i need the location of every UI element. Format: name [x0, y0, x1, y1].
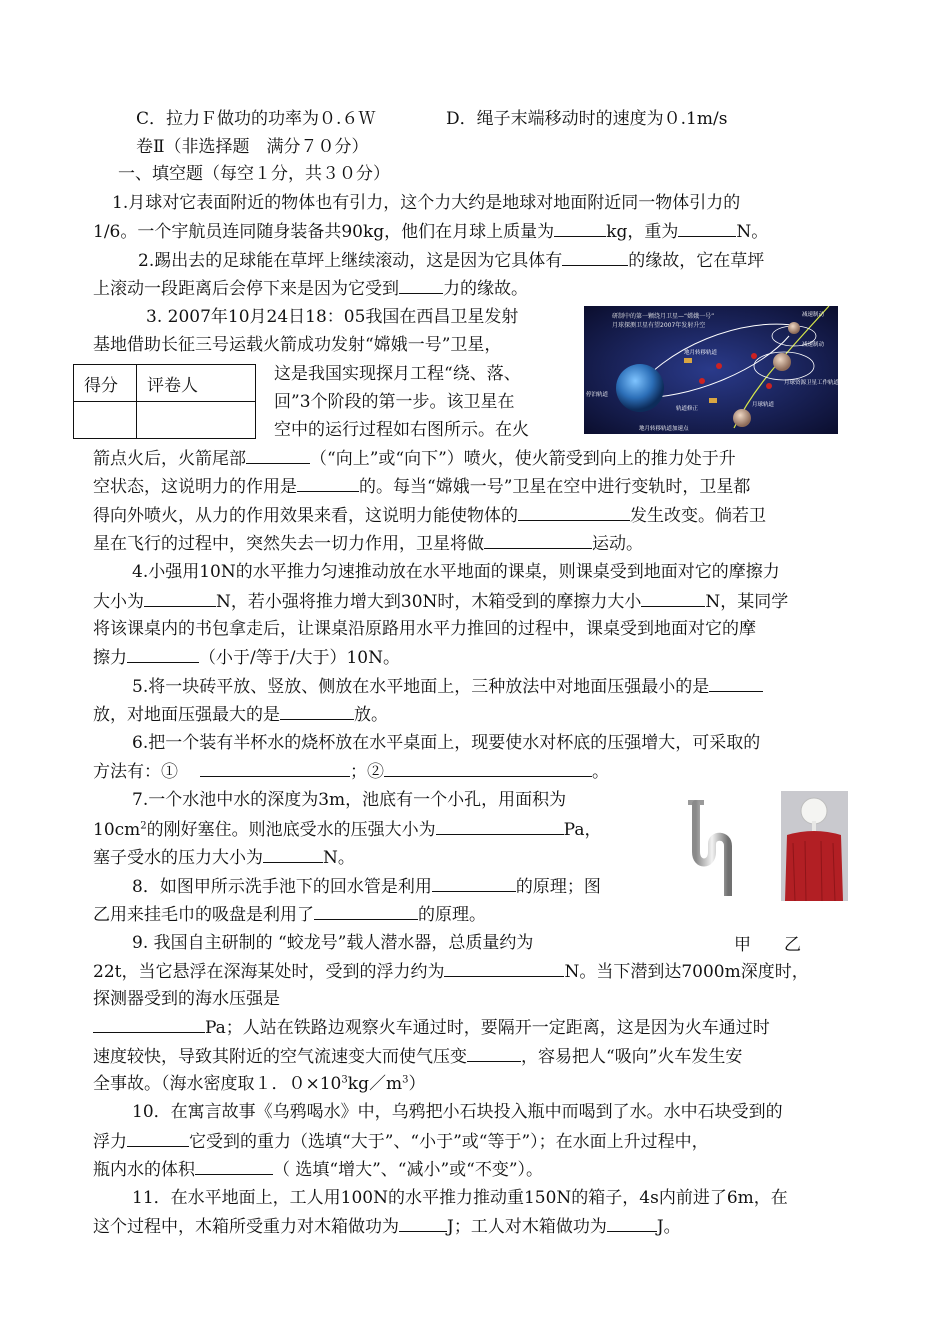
q3-blank-1[interactable]	[246, 447, 310, 464]
q3-line3: 这是我国实现探月工程“绕、落、	[274, 364, 521, 384]
sink-drain-pipe-figure	[686, 800, 742, 896]
q11-blank-1[interactable]	[399, 1215, 447, 1232]
q3-blank-4[interactable]	[484, 532, 592, 549]
q11-line1: 11．在水平地面上，工人用100N的水平推力推动重150N的箱子，4s内前进了6m，在	[132, 1188, 788, 1208]
svg-text:轨道修正: 轨道修正	[676, 406, 699, 412]
figure-subtitle: 月球探测卫星有望2007年发射升空	[612, 322, 706, 329]
q9-blank-1[interactable]	[444, 960, 564, 977]
option-c: C．拉力Ｆ做功的功率为０.６Ｗ	[136, 109, 376, 129]
q9-line1: 9. 我国自主研制的 “蛟龙号”载人潜水器，总质量约为	[132, 933, 534, 953]
q8-blank-2[interactable]	[314, 903, 418, 920]
q3-line1: 3. 2007年10月24日18：05我国在西昌卫星发射	[146, 307, 519, 327]
q11-line2: 这个过程中，木箱所受重力对木箱做功为 J；工人对木箱做功为 J。	[93, 1217, 681, 1237]
q3-line2: 基地借助长征三号运载火箭成功发射“嫦娥一号”卫星，	[93, 335, 502, 355]
q4-blank-2[interactable]	[641, 590, 705, 607]
q2-line1: 2.踢出去的足球能在草坪上继续滚动，这是因为它具体有 的缘故，它在草坪	[138, 251, 765, 271]
q4-blank-1[interactable]	[144, 590, 216, 607]
q10-line2: 浮力 它受到的重力（选填“大于”、“小于”或“等于”）；在水面上升过程中，	[93, 1132, 709, 1152]
q1-blank-mass[interactable]	[554, 220, 606, 237]
svg-text:地月转移轨道加速点: 地月转移轨道加速点	[639, 426, 689, 432]
moon-icon	[773, 353, 791, 371]
q7-line1: 7.一个水池中水的深度为3m，池底有一个小孔，用面积为	[132, 790, 567, 810]
q8-blank-1[interactable]	[432, 875, 516, 892]
score-box	[73, 364, 256, 439]
svg-text:减速制动: 减速制动	[802, 342, 825, 348]
q3-line4: 回”3个阶段的第一步。该卫星在	[274, 392, 515, 412]
earth-icon	[616, 364, 664, 412]
q4-line3: 将该课桌内的书包拿走后，让课桌沿原路用水平力推回的过程中，课桌受到地面对它的摩	[93, 619, 756, 639]
q1-line2: 1/6。一个宇航员连同随身装备共90kg，他们在月球上质量为 kg，重为 N。	[93, 222, 769, 242]
figure-label-jia: 甲	[734, 935, 751, 955]
suction-cup-icon	[801, 798, 827, 824]
q3-line9: 星在飞行的过程中，突然失去一切力作用，卫星将做 运动。	[93, 534, 643, 554]
q7-blank-2[interactable]	[263, 846, 323, 863]
part-heading: 一、填空题（每空１分，共３０分）	[118, 164, 390, 184]
q1-line1: 1.月球对它表面附近的物体也有引力，这个力大约是地球对地面附近同一物体引力的	[112, 193, 741, 213]
q4-blank-3[interactable]	[127, 646, 199, 663]
q9-line2: 22t，当它悬浮在深海某处时，受到的浮力约为 N。当下潜到达7000m深度时，	[93, 962, 809, 982]
section-title: 卷Ⅱ（非选择题 满分７０分）	[136, 137, 369, 157]
q2-line2: 上滚动一段距离后会停下来是因为它受到 力的缘故。	[93, 279, 528, 299]
q10-line3: 瓶内水的体积 （ 选填“增大”、“减小”或“不变”）。	[93, 1160, 544, 1180]
change-orbit-figure	[584, 306, 838, 434]
score-label: 得分	[74, 365, 137, 402]
q11-blank-2[interactable]	[607, 1215, 657, 1232]
q7-blank-1[interactable]	[436, 818, 564, 835]
q9-blank-3[interactable]	[467, 1045, 521, 1062]
q8-line2: 乙用来挂毛巾的吸盘是利用了 的原理。	[93, 905, 486, 925]
q3-blank-3[interactable]	[518, 504, 630, 521]
svg-text:月球资源卫星工作轨道: 月球资源卫星工作轨道	[784, 380, 838, 386]
q7-line2: $10cm^2$的刚好塞住。则池底受水的压强大小为 Pa，	[93, 820, 602, 840]
svg-text:停泊轨道: 停泊轨道	[586, 392, 609, 398]
q9-line3: 探测器受到的海水压强是	[93, 989, 280, 1009]
q6-blank-2[interactable]	[384, 760, 592, 777]
q9-line6: 全事故。（海水密度取１．$0\times 10^3kg/m^3$）	[93, 1074, 426, 1094]
q4-line4: 擦力 （小于/等于/大于）10N。	[93, 648, 400, 668]
q9-blank-2[interactable]	[93, 1016, 205, 1033]
q10-blank-1[interactable]	[127, 1130, 189, 1147]
q3-line7: 空状态，这说明力的作用是 的。每当“嫦娥一号”卫星在空中进行变轨时，卫星都	[93, 477, 751, 497]
q8-line1: 8．如图甲所示洗手池下的回水管是利用 的原理；图	[132, 877, 601, 897]
q5-blank-1[interactable]	[709, 675, 763, 692]
q1-blank-weight[interactable]	[678, 220, 736, 237]
q3-line6: 箭点火后，火箭尾部 （“向上”或“向下”）喷火，使火箭受到向上的推力处于升	[93, 449, 736, 469]
q6-line1: 6.把一个装有半杯水的烧杯放在水平桌面上，现要使水对杯底的压强增大，可采取的	[132, 733, 761, 753]
q7-line3: 塞子受水的压力大小为 N。	[93, 848, 355, 868]
q6-blank-1[interactable]	[200, 760, 350, 777]
svg-text:减速制动: 减速制动	[802, 312, 825, 318]
option-d: D．绳子末端移动时的速度为０.1m/s	[446, 109, 728, 129]
q9-line5: 速度较快，导致其附近的空气流速变大而使气压变 ，容易把人“吸向”火车发生安	[93, 1047, 743, 1067]
grader-cell[interactable]	[137, 402, 256, 439]
q10-blank-2[interactable]	[195, 1158, 273, 1175]
figure-title: 研制中的第一颗绕月卫星—“嫦娥一号”	[612, 313, 715, 320]
q3-line5: 空中的运行过程如右图所示。在火	[274, 420, 529, 440]
grader-label: 评卷人	[137, 365, 256, 402]
q3-blank-2[interactable]	[297, 475, 359, 492]
q3-line8: 得向外喷火，从力的作用效果来看，这说明力能使物体的 发生改变。倘若卫	[93, 506, 766, 526]
q5-line2: 放，对地面压强最大的是 放。	[93, 705, 388, 725]
q6-line2: 方法有：① ；② 。	[93, 762, 609, 782]
q2-blank-2[interactable]	[399, 277, 443, 294]
q2-blank-1[interactable]	[562, 249, 628, 266]
q5-blank-2[interactable]	[280, 703, 354, 720]
q4-line2: 大小为 N，若小强将推力增大到30N时，木箱受到的摩擦力大小 N，某同学	[93, 592, 789, 612]
svg-text:地月转移轨道: 地月转移轨道	[684, 350, 718, 356]
q5-line1: 5.将一块砖平放、竖放、侧放在水平地面上，三种放法中对地面压强最小的是	[132, 675, 763, 698]
score-cell[interactable]	[74, 402, 137, 439]
q10-line1: 10．在寓言故事《乌鸦喝水》中，乌鸦把小石块投入瓶中而喝到了水。水中石块受到的	[132, 1102, 783, 1122]
q9-line4: Pa；人站在铁路边观察火车通过时，要隔开一定距离，这是因为火车通过时	[93, 1016, 770, 1039]
q4-line1: 4.小强用10N的水平推力匀速推动放在水平地面的课桌，则课桌受到地面对它的摩擦力	[132, 562, 780, 582]
suction-cup-towel-figure	[781, 791, 848, 901]
svg-text:月球轨道: 月球轨道	[752, 402, 775, 408]
figure-label-yi: 乙	[784, 935, 801, 955]
